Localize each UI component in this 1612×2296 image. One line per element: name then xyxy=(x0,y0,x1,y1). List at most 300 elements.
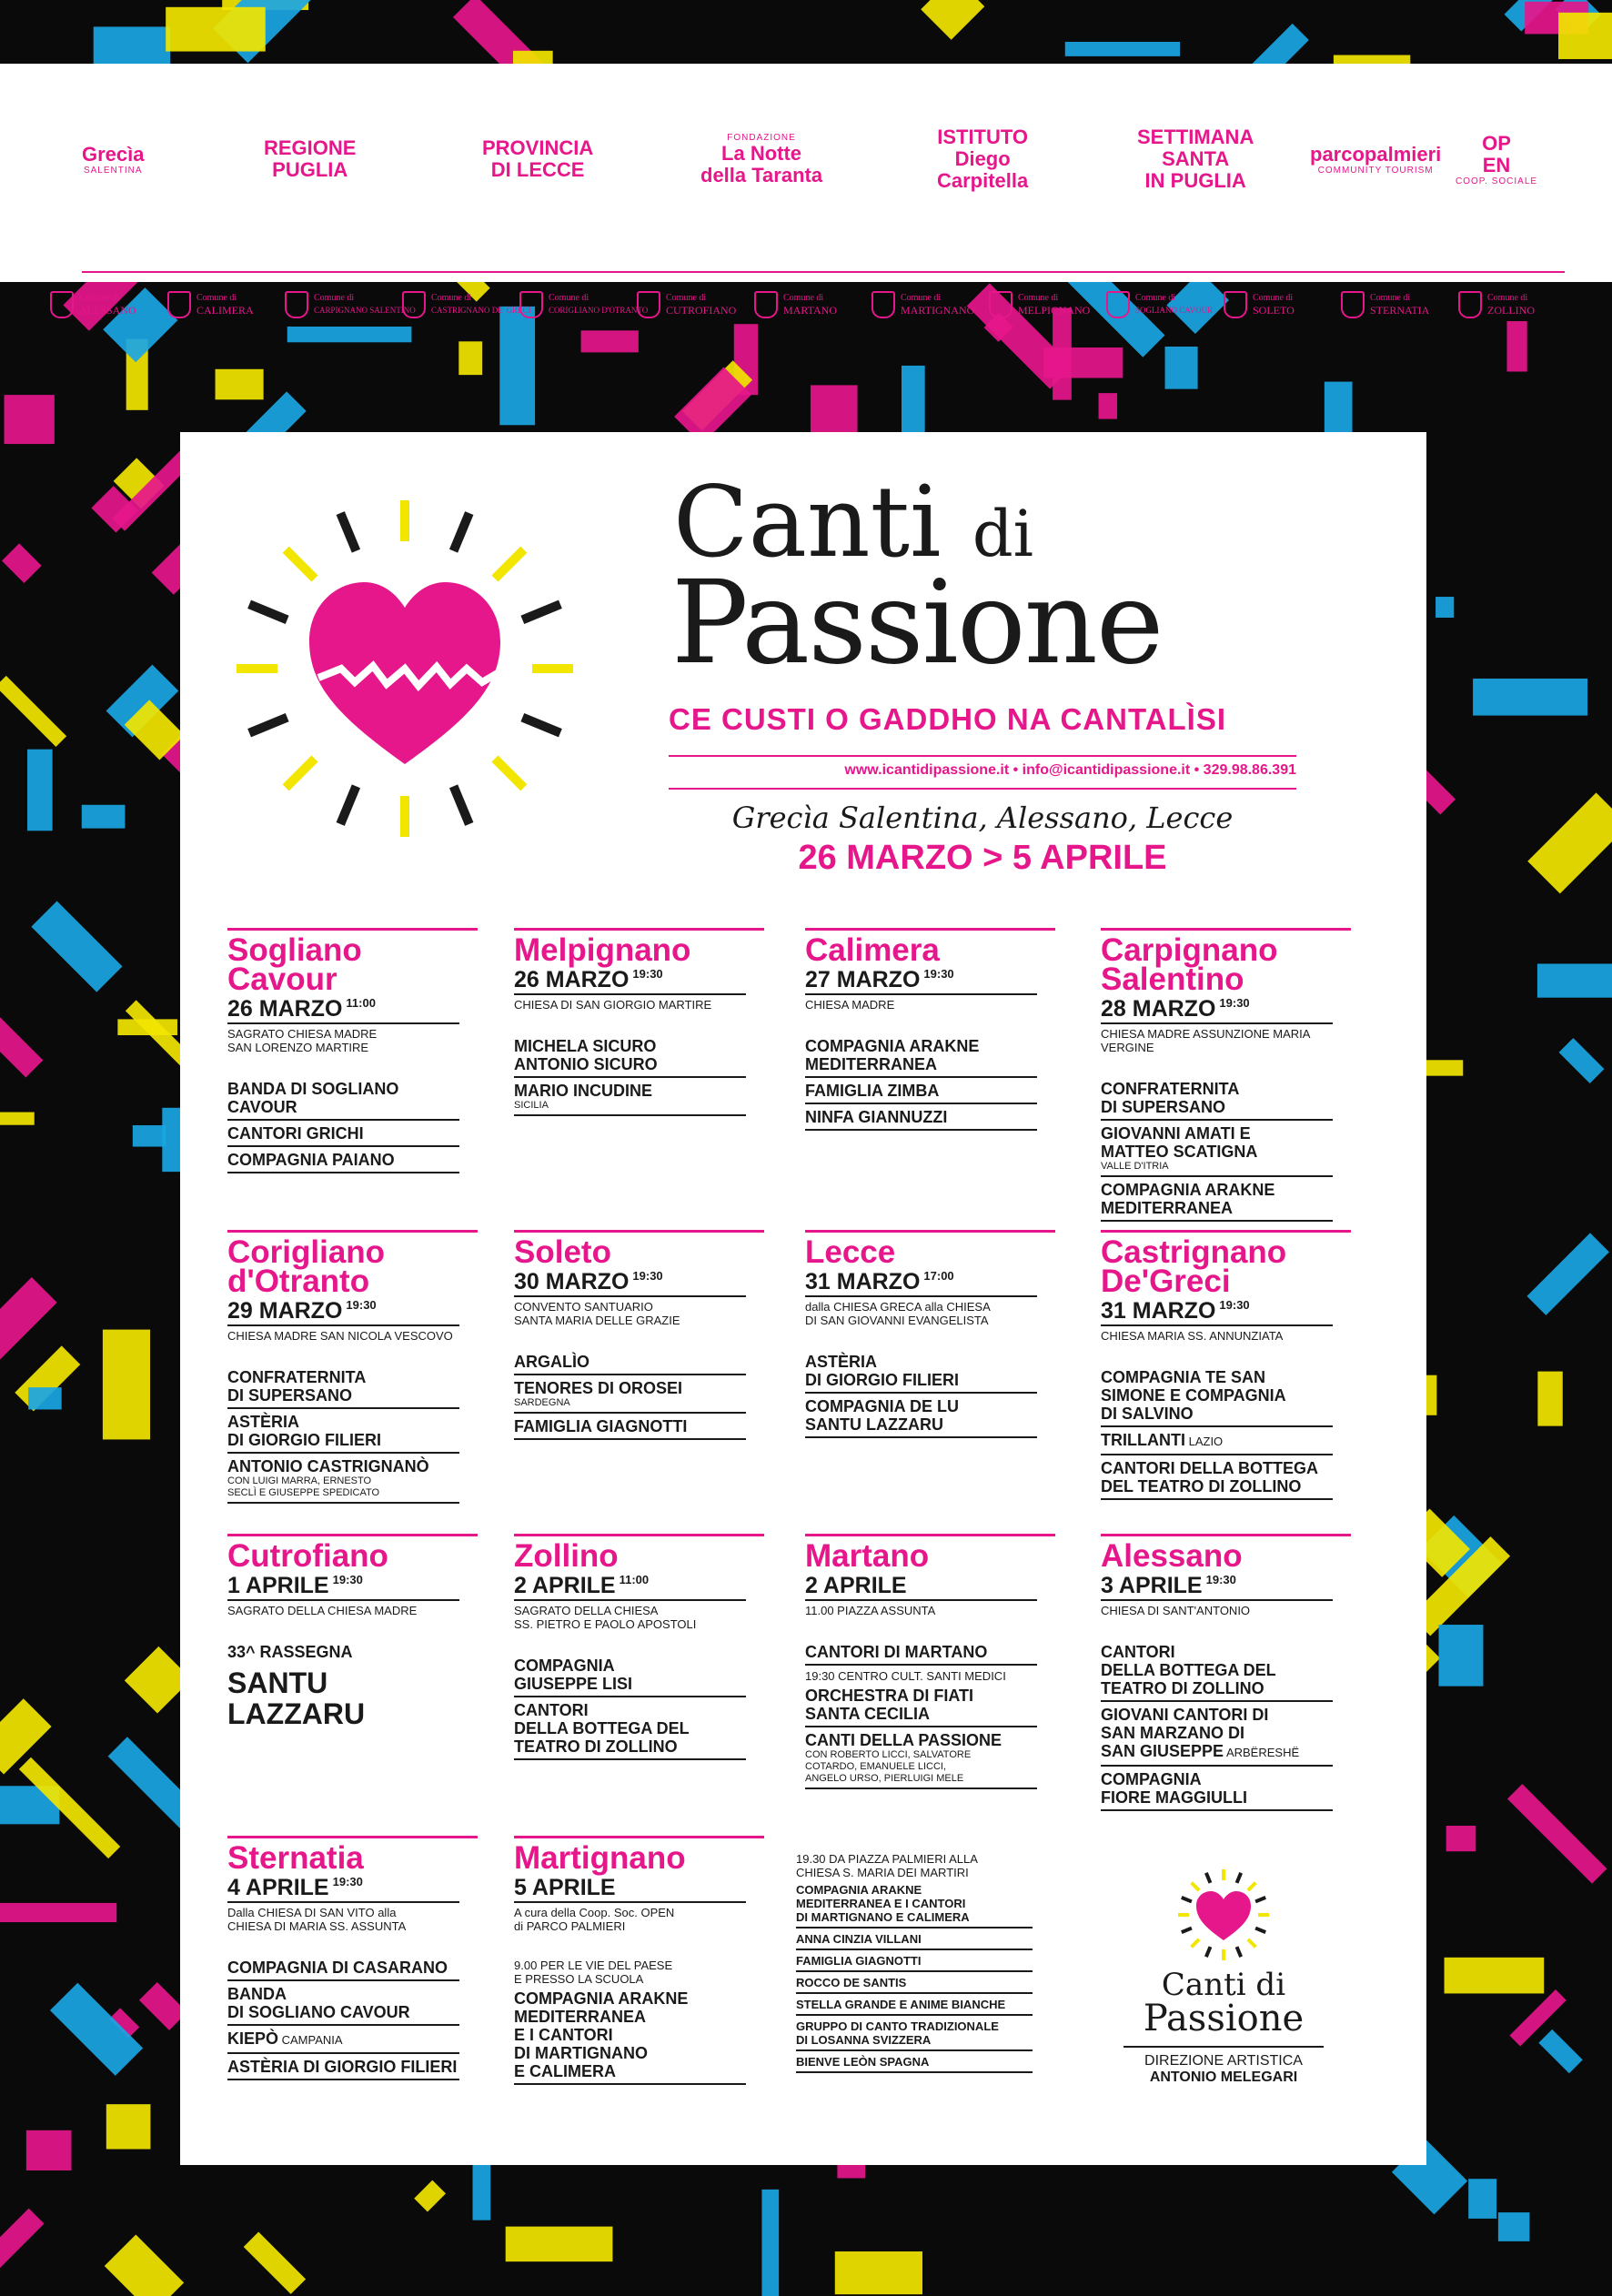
performer: 9.00 PER LE VIE DEL PAESE E PRESSO LA SCUOLA xyxy=(514,1959,673,1986)
event-town: Calimera xyxy=(805,932,940,968)
background-shape xyxy=(581,330,639,352)
event-card xyxy=(1101,1534,1355,1811)
performer-list xyxy=(514,1653,769,1760)
event-date: 27 MARZO $^{19:30}$ xyxy=(805,967,954,992)
performer-list xyxy=(227,1365,482,1504)
background-shape xyxy=(1436,597,1454,618)
card-divider xyxy=(227,1534,478,1536)
crest-icon xyxy=(1106,291,1130,318)
event-venue: CONVENTO SANTUARIO SANTA MARIA DELLE GRAZIE xyxy=(514,1295,746,1327)
event-card xyxy=(1101,1230,1355,1500)
heart-ray xyxy=(1182,1928,1192,1933)
performer-note: VALLE D'ITRIA xyxy=(1101,1161,1169,1172)
performer-list xyxy=(227,1955,482,2080)
event-venue: CHIESA MADRE xyxy=(805,993,1037,1012)
performer: ASTÈRIA DI GIORGIO FILIERI xyxy=(805,1349,1037,1394)
comune-prefix: Comune di xyxy=(1135,293,1176,303)
evening-performer: ROCCO DE SANTIS xyxy=(796,1972,1033,1994)
performer: COMPAGNIA ARAKNE MEDITERRANEA xyxy=(1101,1177,1333,1222)
performer-list xyxy=(514,1033,769,1116)
title-canti: Canti di xyxy=(673,466,1034,579)
card-divider xyxy=(227,1230,478,1233)
heart-ray xyxy=(522,718,560,733)
performer-list xyxy=(227,1076,482,1173)
comune-prefix: Comune di xyxy=(1253,293,1294,303)
performer: GIOVANNI AMATI E MATTEO SCATIGNA VALLE D'ITRIA xyxy=(1101,1121,1333,1177)
performer: 19:30 CENTRO CULT. SANTI MEDICI xyxy=(805,1669,1006,1683)
heart-ray xyxy=(1192,1883,1199,1890)
sponsor-sub: COOP. SOCIALE xyxy=(1456,176,1538,186)
heart-ray xyxy=(522,604,560,619)
evening-performer: STELLA GRANDE E ANIME BIANCHE xyxy=(796,1994,1033,2016)
card-divider xyxy=(227,1836,478,1838)
background-shape xyxy=(458,341,482,375)
event-card xyxy=(805,1534,1060,1789)
sponsor-name: SETTIMANA SANTA IN PUGLIA xyxy=(1137,126,1254,192)
card-divider xyxy=(227,928,478,931)
event-town: Zollino xyxy=(514,1538,619,1574)
event-date: 30 MARZO $^{19:30}$ xyxy=(514,1269,663,1294)
event-date: 5 APRILE xyxy=(514,1875,616,1900)
comune-prefix: Comune di xyxy=(1018,293,1059,303)
sponsor-logo xyxy=(1137,91,1254,227)
background-shape xyxy=(216,369,264,400)
comune-name: SOGLIANO CAVOUR xyxy=(1135,306,1214,315)
background-shape xyxy=(1537,963,1612,997)
sponsor-name: REGIONE PUGLIA xyxy=(264,136,357,181)
sponsor-logo xyxy=(937,91,1028,227)
event-time: 19:30 xyxy=(923,967,954,981)
background-shape xyxy=(0,1903,116,1922)
event-town: Castrignano De'Greci xyxy=(1101,1234,1287,1299)
background-shape xyxy=(1558,13,1612,59)
event-town: Carpignano Salentino xyxy=(1101,932,1278,997)
comune-crest xyxy=(871,291,974,318)
heart-ray xyxy=(495,759,524,788)
performer: COMPAGNIA DE LU SANTU LAZZARU xyxy=(805,1394,1037,1438)
background-shape xyxy=(835,2251,922,2294)
event-date: 4 APRILE $^{19:30}$ xyxy=(227,1875,363,1900)
event-date: 28 MARZO $^{19:30}$ xyxy=(1101,996,1250,1022)
card-divider xyxy=(805,1230,1055,1233)
performer-list xyxy=(805,1349,1060,1438)
background-shape xyxy=(506,2227,613,2262)
performer: COMPAGNIA PAIANO xyxy=(227,1147,459,1173)
performer-note: CON LUIGI MARRA, ERNESTO SECLÌ E GIUSEPPE SPEDICATO xyxy=(227,1475,380,1498)
event-town: Corigliano d'Otranto xyxy=(227,1234,386,1299)
heart-ray xyxy=(1248,1939,1255,1947)
performer: ASTÈRIA DI GIORGIO FILIERI xyxy=(227,1409,459,1454)
performer: FAMIGLIA ZIMBA xyxy=(805,1078,1037,1104)
performer-list xyxy=(1101,1365,1355,1500)
crest-icon xyxy=(754,291,778,318)
heart-ray xyxy=(1237,1873,1242,1883)
heart-ray xyxy=(340,786,356,824)
footer-logo-passione: Passione xyxy=(1143,1998,1305,2039)
event-town: Martano xyxy=(805,1538,930,1574)
performer: CANTORI DI MARTANO xyxy=(805,1639,1037,1666)
sponsor-logo xyxy=(1456,91,1537,227)
evening-performer: ANNA CINZIA VILLANI xyxy=(796,1928,1033,1950)
background-shape xyxy=(1446,1826,1476,1851)
crest-icon xyxy=(1458,291,1482,318)
performer: CANTORI DELLA BOTTEGA DEL TEATRO DI ZOLLINO xyxy=(1101,1639,1333,1702)
event-venue: 11.00 PIAZZA ASSUNTA xyxy=(805,1599,1037,1617)
sponsor-logo xyxy=(264,91,356,227)
heart-ray xyxy=(495,549,524,579)
heart-ray xyxy=(454,786,469,824)
comune-name: STERNATIA xyxy=(1370,304,1430,317)
event-venue: dalla CHIESA GRECA alla CHIESA DI SAN GIOVANNI EVANGELISTA xyxy=(805,1295,1037,1327)
evening-performer: FAMIGLIA GIAGNOTTI xyxy=(796,1950,1033,1972)
performer: ANTONIO CASTRIGNANÒ CON LUIGI MARRA, ERNESTO SECLÌ E GIUSEPPE SPEDICATO xyxy=(227,1454,459,1504)
event-venue: SAGRATO DELLA CHIESA SS. PIETRO E PAOLO APOSTOLI xyxy=(514,1599,746,1631)
performer: 33^ RASSEGNA xyxy=(227,1643,353,1661)
performer-list xyxy=(1101,1639,1355,1811)
event-time: 19:30 xyxy=(1205,1573,1236,1586)
event-date: 2 APRILE $^{11:00}$ xyxy=(514,1573,650,1598)
comune-prefix: Comune di xyxy=(314,293,355,303)
event-time: 19:30 xyxy=(1219,996,1250,1010)
performer-origin: CAMPANIA xyxy=(278,2033,343,2047)
sponsor-logo xyxy=(82,91,145,227)
comune-name: MELPIGNANO xyxy=(1018,304,1091,317)
heart-ray xyxy=(1192,1939,1199,1947)
event-card xyxy=(227,1534,482,1732)
comune-prefix: Comune di xyxy=(1487,293,1528,303)
background-shape xyxy=(761,2190,779,2296)
event-card xyxy=(514,1534,769,1760)
performer: BANDA DI SOGLIANO CAVOUR xyxy=(227,1076,459,1121)
comune-crest xyxy=(1341,291,1429,318)
background-shape xyxy=(1498,2212,1529,2241)
background-shape xyxy=(27,750,53,831)
heart-ray xyxy=(286,759,315,788)
evening-performer: COMPAGNIA ARAKNE MEDITERRANEA E I CANTORI DI MARTIGNANO E CALIMERA xyxy=(796,1879,1033,1928)
background-shape xyxy=(0,1113,35,1125)
card-divider xyxy=(514,1230,764,1233)
event-venue: Dalla CHIESA DI SAN VITO alla CHIESA DI MARIA SS. ASSUNTA xyxy=(227,1901,459,1933)
heart-ray xyxy=(1206,1947,1211,1957)
event-time: 19:30 xyxy=(332,1573,363,1586)
performer: COMPAGNIA TE SAN SIMONE E COMPAGNIA DI SALVINO xyxy=(1101,1365,1333,1427)
event-venue: SAGRATO DELLA CHIESA MADRE xyxy=(227,1599,459,1617)
background-shape xyxy=(1445,1958,1545,1994)
comune-crest xyxy=(285,291,416,318)
heart-ray xyxy=(1255,1898,1265,1902)
performer: BANDA DI SOGLIANO CAVOUR xyxy=(227,1981,459,2026)
crest-icon xyxy=(402,291,426,318)
performer: COMPAGNIA DI CASARANO xyxy=(227,1955,459,1981)
martignano-evening-program xyxy=(796,1849,1051,2073)
event-time: 19:30 xyxy=(332,1875,363,1888)
performer-list xyxy=(514,1349,769,1440)
crest-icon xyxy=(50,291,74,318)
sponsor-name: PROVINCIA DI LECCE xyxy=(482,136,594,181)
performer: KIEPÒ CAMPANIA xyxy=(227,2026,459,2054)
event-card xyxy=(227,1230,482,1504)
crest-icon xyxy=(1341,291,1365,318)
event-venue: CHIESA MARIA SS. ANNUNZIATA xyxy=(1101,1324,1333,1343)
heart-ray xyxy=(249,604,287,619)
sponsor-sub: SALENTINA xyxy=(83,165,143,176)
performer-list xyxy=(227,1639,482,1732)
event-time: 19:30 xyxy=(1219,1298,1250,1312)
performer: NINFA GIANNUZZI xyxy=(805,1104,1037,1131)
heart-small-icon xyxy=(1169,1869,1278,1960)
comune-crest xyxy=(754,291,837,318)
background-shape xyxy=(103,1330,150,1440)
card-divider xyxy=(514,1836,764,1838)
event-venue: CHIESA MADRE SAN NICOLA VESCOVO xyxy=(227,1324,459,1343)
comune-name: ALESSANO xyxy=(79,304,136,317)
comune-prefix: Comune di xyxy=(1370,293,1411,303)
event-time: 19:30 xyxy=(632,967,663,981)
heart-ray xyxy=(1255,1928,1265,1933)
performer: ORCHESTRA DI FIATI SANTA CECILIA xyxy=(805,1683,1037,1727)
contact-info[interactable]: www.icantidipassione.it • info@icantidipassione.it • 329.98.86.391 xyxy=(844,762,1296,778)
performer-list xyxy=(805,1639,1060,1789)
event-date: 31 MARZO $^{19:30}$ xyxy=(1101,1298,1250,1324)
performer-list xyxy=(805,1033,1060,1131)
background-shape xyxy=(1165,347,1198,389)
background-shape xyxy=(106,2104,151,2149)
crest-icon xyxy=(989,291,1013,318)
comune-name: CALIMERA xyxy=(196,304,254,317)
event-time: 19:30 xyxy=(632,1269,663,1283)
comune-crest xyxy=(1224,291,1295,318)
event-date: 29 MARZO $^{19:30}$ xyxy=(227,1298,377,1324)
event-card xyxy=(514,1230,769,1440)
background-shape xyxy=(133,1125,166,1147)
card-divider xyxy=(805,1534,1055,1536)
sponsor-sub: COMMUNITY TOURISM xyxy=(1317,165,1434,176)
background-shape xyxy=(287,327,412,342)
artistic-direction-label: DIREZIONE ARTISTICA xyxy=(1123,2046,1324,2069)
event-town: Alessano xyxy=(1101,1538,1243,1574)
comune-name: CARPIGNANO SALENTINO xyxy=(314,306,416,315)
heart-ray xyxy=(454,513,469,551)
performer: CANTORI GRICHI xyxy=(227,1121,459,1147)
comune-prefix: Comune di xyxy=(79,293,120,303)
event-time: 19:30 xyxy=(346,1298,377,1312)
evening-venue: 19.30 DA PIAZZA PALMIERI ALLA CHIESA S. MARIA DEI MARTIRI xyxy=(796,1852,978,1879)
comune-prefix: Comune di xyxy=(783,293,824,303)
event-time: 11:00 xyxy=(619,1573,650,1586)
comune-name: ZOLLINO xyxy=(1487,304,1535,317)
comune-name: CUTROFIANO xyxy=(666,304,737,317)
comune-crest xyxy=(50,291,136,318)
event-card xyxy=(805,928,1060,1131)
performer: CONFRATERNITA DI SUPERSANO xyxy=(1101,1076,1333,1121)
performer: CANTORI DELLA BOTTEGA DEL TEATRO DI ZOLLINO xyxy=(1101,1455,1333,1500)
heart-ray xyxy=(340,513,356,551)
performer: CANTORI DELLA BOTTEGA DEL TEATRO DI ZOLLINO xyxy=(514,1697,746,1760)
comune-prefix: Comune di xyxy=(666,293,707,303)
event-town: Melpignano xyxy=(514,932,691,968)
band-divider xyxy=(82,271,1565,273)
event-date: 26 MARZO $^{11:00}$ xyxy=(227,996,376,1022)
event-card xyxy=(514,928,769,1116)
event-venue: SAGRATO CHIESA MADRE SAN LORENZO MARTIRE xyxy=(227,1022,459,1054)
event-card xyxy=(227,1836,482,2080)
background-shape xyxy=(166,7,266,52)
event-town: Sogliano Cavour xyxy=(227,932,362,997)
comune-prefix: Comune di xyxy=(431,293,472,303)
event-town: Cutrofiano xyxy=(227,1538,388,1574)
event-card xyxy=(227,928,482,1173)
event-venue: A cura della Coop. Soc. OPEN di PARCO PALMIERI xyxy=(514,1901,746,1933)
heart-ray xyxy=(1248,1883,1255,1890)
comune-prefix: Comune di xyxy=(196,293,237,303)
performer: FAMIGLIA GIAGNOTTI xyxy=(514,1414,746,1440)
performer-note: SARDEGNA xyxy=(514,1397,570,1408)
card-divider xyxy=(1101,1534,1351,1536)
event-venue: CHIESA DI SANT'ANTONIO xyxy=(1101,1599,1333,1617)
event-time: 11:00 xyxy=(346,996,376,1010)
comune-crest xyxy=(519,291,648,318)
comune-name: CASTRIGNANO DE' GRECI xyxy=(431,306,531,315)
evening-performer: BIENVE LEÒN SPAGNA xyxy=(796,2051,1033,2073)
sponsor-band xyxy=(0,64,1612,317)
comune-name: CORIGLIANO D'OTRANTO xyxy=(549,306,649,315)
card-divider xyxy=(1101,1230,1351,1233)
event-town: Soleto xyxy=(514,1234,611,1270)
subtitle: CE CUSTI O GADDHO NA CANTALÌSI xyxy=(669,702,1226,736)
performer: COMPAGNIA ARAKNE MEDITERRANEA E I CANTORI DI MARTIGNANO E CALIMERA xyxy=(514,1986,746,2085)
performer: ARGALÌO xyxy=(514,1349,746,1375)
comune-name: MARTANO xyxy=(783,304,837,317)
background-shape xyxy=(499,307,535,425)
event-town: Lecce xyxy=(805,1234,896,1270)
comune-crest xyxy=(167,291,254,318)
footer-logo-canti: Canti di xyxy=(1161,1967,1286,2003)
card-divider xyxy=(514,928,764,931)
performer-list xyxy=(1101,1076,1355,1222)
heart-ray xyxy=(1182,1898,1192,1902)
performer: SANTU LAZZARU xyxy=(227,1667,366,1730)
background-shape xyxy=(1468,2179,1496,2219)
crest-icon xyxy=(637,291,660,318)
crest-icon xyxy=(285,291,308,318)
heart-ray xyxy=(286,549,315,579)
heart-logo-icon xyxy=(232,491,578,837)
card-divider xyxy=(1101,928,1351,931)
background-shape xyxy=(1099,393,1117,418)
sponsor-name: La Notte della Taranta xyxy=(700,141,823,186)
comune-crest xyxy=(1458,291,1535,318)
event-card xyxy=(514,1836,769,2085)
card-divider xyxy=(805,928,1055,931)
crest-icon xyxy=(167,291,191,318)
event-date: 31 MARZO $^{17:00}$ xyxy=(805,1269,954,1294)
comune-crest xyxy=(402,291,531,318)
sponsor-logo xyxy=(482,91,593,227)
crest-icon xyxy=(871,291,895,318)
performer-note: SICILIA xyxy=(514,1100,549,1111)
comune-name: MARTIGNANO xyxy=(901,304,975,317)
heart-ray xyxy=(1237,1947,1242,1957)
sponsor-name: Grecìa xyxy=(82,142,145,166)
contact-divider-top xyxy=(669,755,1296,757)
comune-crest xyxy=(637,291,736,318)
comune-crest xyxy=(1106,291,1213,318)
performer: TRILLANTI LAZIO xyxy=(1101,1427,1333,1455)
heart-ray xyxy=(249,718,287,733)
performer: CANTI DELLA PASSIONE CON ROBERTO LICCI, SALVATORE COTARDO, EMANUELE LICCI, ANGELO URSO, PIERLUIGI MELE xyxy=(805,1727,1037,1789)
performer: TENORES DI OROSEI SARDEGNA xyxy=(514,1375,746,1414)
performer: COMPAGNIA GIUSEPPE LISI xyxy=(514,1653,746,1697)
performer: ASTÈRIA DI GIORGIO FILIERI xyxy=(227,2054,459,2080)
festival-dates: 26 MARZO > 5 APRILE xyxy=(798,839,1167,877)
background-shape xyxy=(28,1387,62,1409)
performer-origin: ARBËRESHË xyxy=(1224,1746,1300,1759)
event-date: 1 APRILE $^{19:30}$ xyxy=(227,1573,363,1598)
performer: CONFRATERNITA DI SUPERSANO xyxy=(227,1365,459,1409)
crest-icon xyxy=(519,291,543,318)
performer-note: CON ROBERTO LICCI, SALVATORE COTARDO, EMANUELE LICCI, ANGELO URSO, PIERLUIGI MELE xyxy=(805,1749,972,1784)
background-shape xyxy=(1325,382,1353,438)
sponsor-name: OP EN xyxy=(1482,131,1511,176)
background-shape xyxy=(1506,321,1526,371)
event-date: 26 MARZO $^{19:30}$ xyxy=(514,967,663,992)
event-town: Martignano xyxy=(514,1840,686,1876)
title-passione: Passione xyxy=(671,556,1163,690)
background-shape xyxy=(5,395,55,444)
performer: COMPAGNIA ARAKNE MEDITERRANEA xyxy=(805,1033,1037,1078)
background-shape xyxy=(1438,1625,1483,1687)
background-shape xyxy=(1537,1372,1562,1426)
background-shape xyxy=(1473,679,1587,716)
background-shape xyxy=(82,805,126,829)
event-card xyxy=(805,1230,1060,1438)
sponsor-sub: FONDAZIONE xyxy=(727,132,796,143)
contact-divider-bottom xyxy=(669,788,1296,790)
comune-crest xyxy=(989,291,1090,318)
sponsor-name: ISTITUTO Diego Carpitella xyxy=(937,126,1029,192)
comune-name: SOLETO xyxy=(1253,304,1295,317)
event-card xyxy=(1101,928,1355,1222)
event-date: 2 APRILE xyxy=(805,1573,907,1598)
card-divider xyxy=(514,1534,764,1536)
event-town: Sternatia xyxy=(227,1840,364,1876)
footer-logo xyxy=(1123,1869,1324,2106)
event-date: 3 APRILE $^{19:30}$ xyxy=(1101,1573,1236,1598)
background-shape xyxy=(117,1019,177,1035)
performer-origin: LAZIO xyxy=(1184,1435,1224,1448)
event-venue: CHIESA DI SAN GIORGIO MARTIRE xyxy=(514,993,746,1012)
locations: Grecìa Salentina, Alessano, Lecce xyxy=(731,801,1234,835)
evening-performer: GRUPPO DI CANTO TRADIZIONALE DI LOSANNA SVIZZERA xyxy=(796,2016,1033,2051)
comune-prefix: Comune di xyxy=(549,293,589,303)
crest-icon xyxy=(1224,291,1247,318)
event-venue: CHIESA MADRE ASSUNZIONE MARIA VERGINE xyxy=(1101,1022,1333,1054)
artistic-director-name: ANTONIO MELEGARI xyxy=(1149,2069,1298,2085)
performer: MICHELA SICURO ANTONIO SICURO xyxy=(514,1033,746,1078)
comune-prefix: Comune di xyxy=(901,293,942,303)
performer: GIOVANI CANTORI DI SAN MARZANO DI SAN GIUSEPPE ARBËRESHË xyxy=(1101,1702,1333,1767)
performer-list xyxy=(514,1955,769,2085)
background-shape xyxy=(26,2130,72,2170)
event-time: 17:00 xyxy=(923,1269,954,1283)
performer: COMPAGNIA FIORE MAGGIULLI xyxy=(1101,1767,1333,1811)
sponsor-logo xyxy=(1310,91,1441,227)
background-shape xyxy=(1065,42,1180,56)
sponsor-logo xyxy=(700,91,822,227)
heart-ray xyxy=(1206,1873,1211,1883)
sponsor-name: parcopalmieri xyxy=(1310,142,1442,166)
performer: MARIO INCUDINE SICILIA xyxy=(514,1078,746,1116)
